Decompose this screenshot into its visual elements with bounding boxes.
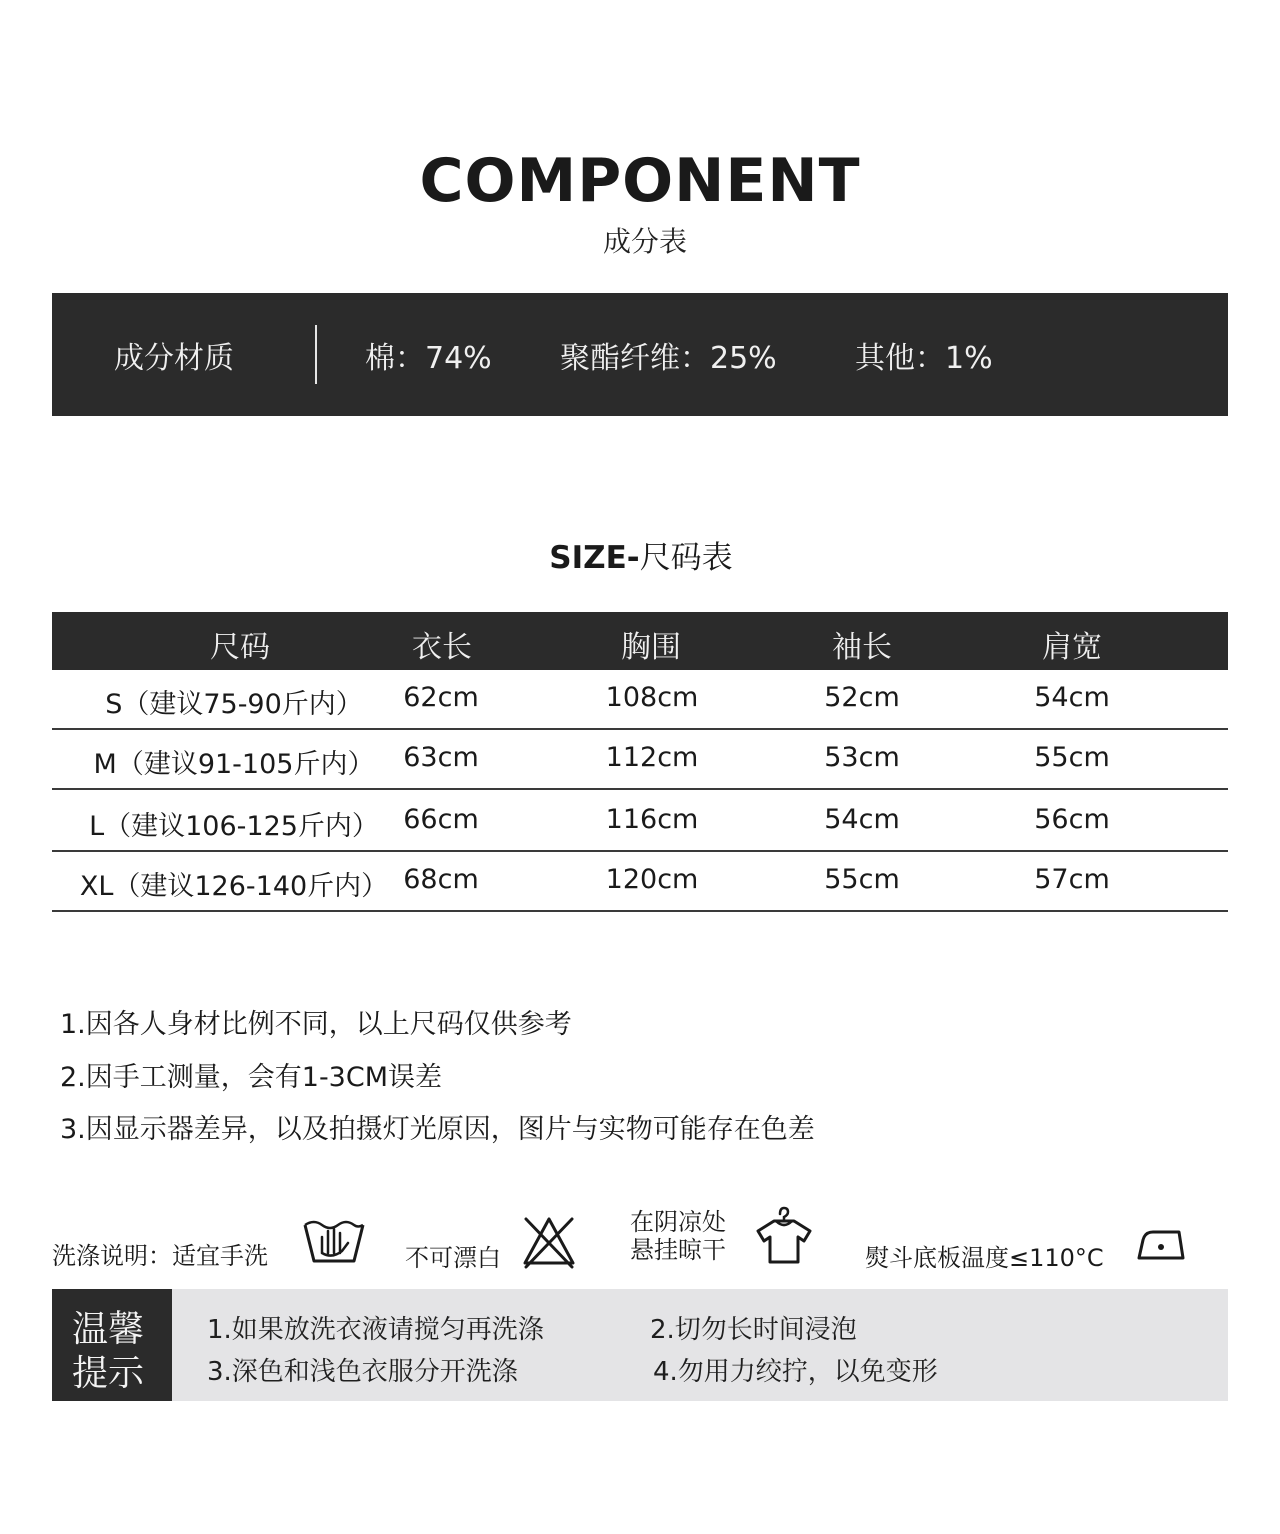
table-row: [52, 792, 1228, 852]
row-shoulder: 56cm: [1034, 804, 1110, 835]
header-chest: 胸围: [621, 630, 681, 665]
iron-icon: [1135, 1226, 1187, 1264]
tips-panel: [52, 1289, 1228, 1401]
washing-title: 洗涤说明：: [52, 1242, 172, 1270]
composition-divider: [315, 325, 317, 384]
header-shoulder: 肩宽: [1042, 630, 1102, 665]
tip-item: 4.勿用力绞拧，以免变形: [653, 1357, 938, 1387]
row-chest: 120cm: [605, 864, 699, 895]
row-shoulder: 55cm: [1034, 742, 1110, 773]
composition-cotton: 棉：74%: [365, 341, 492, 376]
page-title: COMPONENT: [419, 146, 861, 216]
page-subtitle: 成分表: [602, 225, 687, 258]
row-sleeve: 53cm: [824, 742, 900, 773]
row-size: L（建议106-125斤内）: [89, 811, 379, 842]
table-row: [52, 670, 1228, 730]
line-dry-text: [630, 1208, 726, 1264]
row-chest: 112cm: [605, 742, 699, 773]
hand-wash-text: 适宜手洗: [172, 1242, 268, 1270]
hand-wash-icon: [302, 1213, 366, 1267]
size-title-en: SIZE-: [549, 540, 640, 576]
row-length: 68cm: [403, 864, 479, 895]
line-dry-text-1: 在阴凉处: [630, 1208, 726, 1236]
row-chest: 108cm: [605, 682, 699, 713]
iron-temp-text: 熨斗底板温度≤110°C: [865, 1244, 1104, 1272]
row-sleeve: 55cm: [824, 864, 900, 895]
header-sleeve: 袖长: [832, 630, 892, 665]
tip-item: 2.切勿长时间浸泡: [650, 1315, 857, 1345]
row-shoulder: 54cm: [1034, 682, 1110, 713]
table-row: [52, 730, 1228, 790]
row-sleeve: 52cm: [824, 682, 900, 713]
header-size: 尺码: [210, 630, 270, 665]
tip-item: 1.如果放洗衣液请搅匀再洗涤: [207, 1315, 544, 1345]
row-length: 63cm: [403, 742, 479, 773]
table-row: [52, 852, 1228, 912]
row-size: XL（建议126-140斤内）: [79, 871, 389, 902]
note-item: 3.因显示器差异，以及拍摄灯光原因，图片与实物可能存在色差: [60, 1114, 815, 1145]
row-shoulder: 57cm: [1034, 864, 1110, 895]
row-size: M（建议91-105斤内）: [93, 749, 375, 780]
row-size: S（建议75-90斤内）: [105, 689, 363, 720]
no-bleach-icon: [520, 1213, 578, 1269]
tips-label: [52, 1289, 172, 1401]
note-item: 2.因手工测量，会有1-3CM误差: [60, 1062, 443, 1093]
note-item: 1.因各人身材比例不同，以上尺码仅供参考: [60, 1009, 572, 1040]
size-table-header: [52, 612, 1228, 670]
row-chest: 116cm: [605, 804, 699, 835]
composition-label: 成分材质: [114, 341, 234, 376]
washing-label: [52, 1236, 268, 1271]
composition-polyester: 聚酯纤维：25%: [560, 341, 777, 376]
size-title-cn: 尺码表: [639, 540, 733, 576]
tips-label-line2: 提示: [72, 1353, 145, 1394]
tip-item: 3.深色和浅色衣服分开洗涤: [207, 1357, 518, 1387]
size-chart-title: [0, 532, 1280, 577]
row-sleeve: 54cm: [824, 804, 900, 835]
composition-other: 其他：1%: [855, 341, 993, 376]
no-bleach-text: 不可漂白: [405, 1244, 501, 1272]
row-length: 66cm: [403, 804, 479, 835]
shirt-hanger-icon: [752, 1204, 816, 1266]
header-length: 衣长: [412, 630, 472, 665]
row-length: 62cm: [403, 682, 479, 713]
tips-label-line1: 温馨: [72, 1309, 145, 1350]
line-dry-text-2: 悬挂晾干: [630, 1236, 726, 1264]
composition-bar: [52, 293, 1228, 416]
